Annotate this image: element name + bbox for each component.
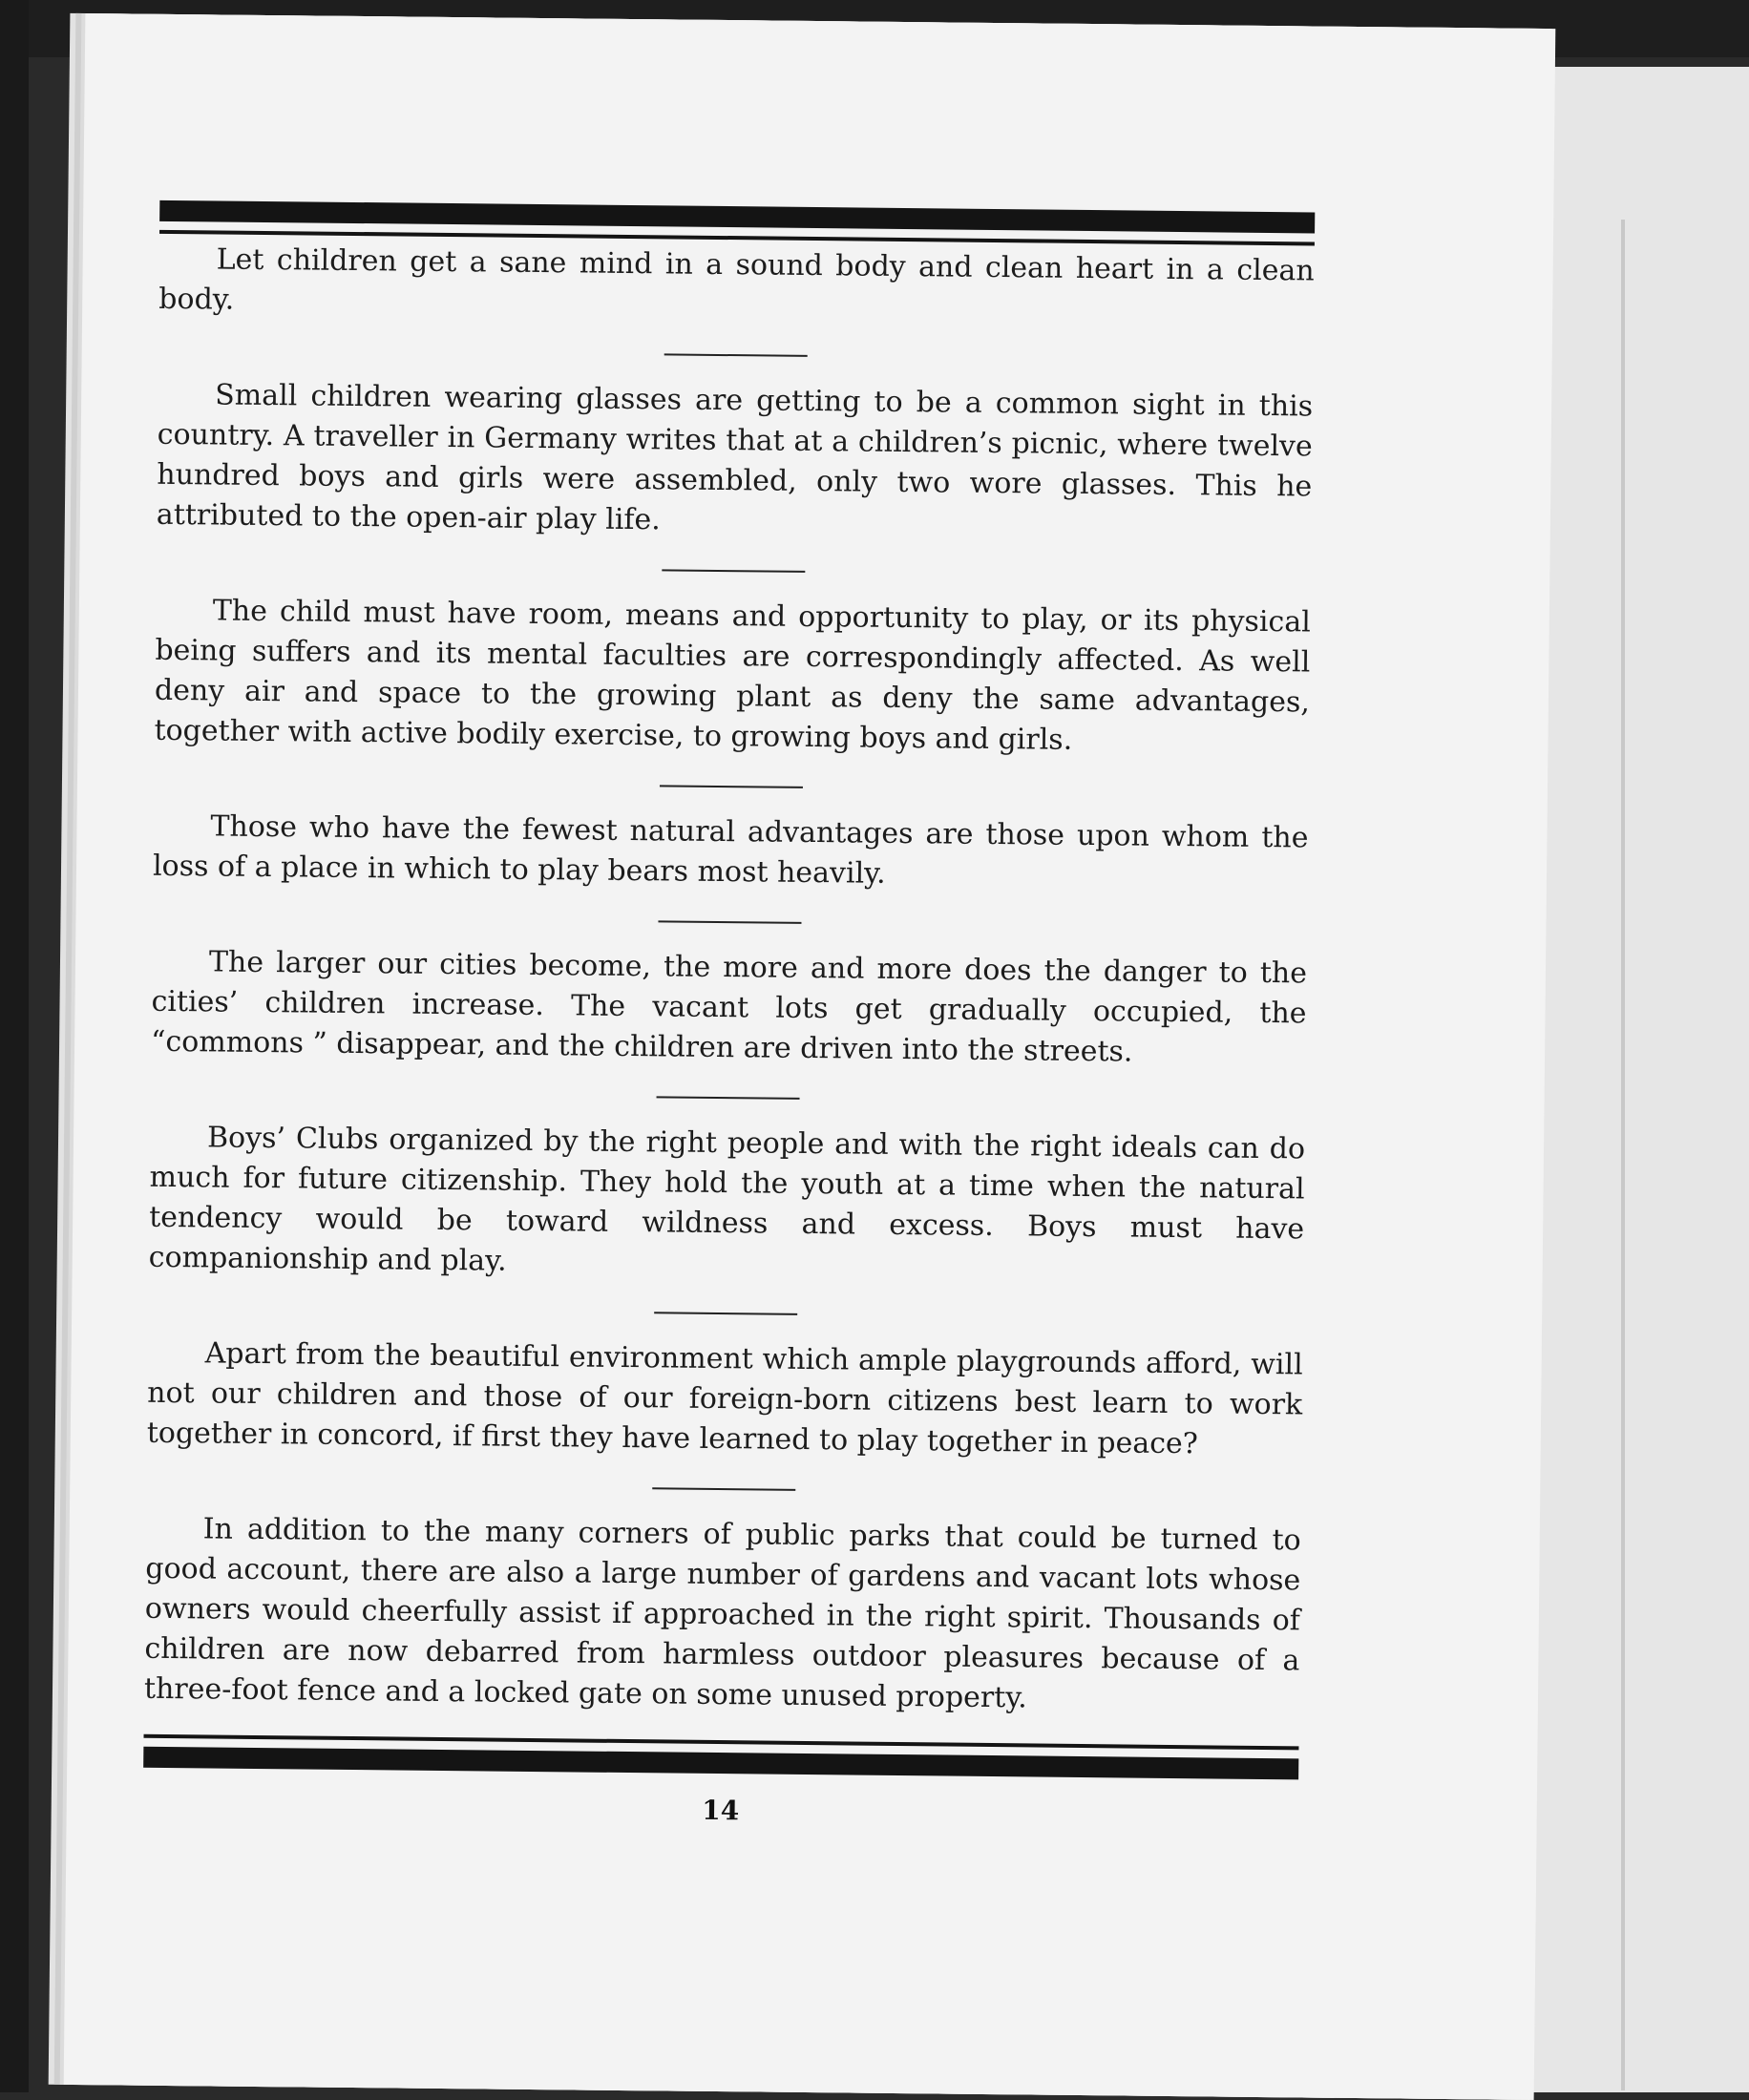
paragraph-4: Those who have the fewest natural advantages are those upon whom the loss of a place in which to play bears most heavily. [152, 809, 1309, 891]
section-divider [662, 569, 805, 573]
paragraph-1: Let children get a sane mind in a sound body and clean heart in a clean body. [158, 242, 1315, 317]
book-page [64, 13, 1556, 2100]
section-divider [657, 1096, 800, 1100]
paragraph-8: In addition to the many corners of public parks that could be turned to good account, there are also a large number of gardens and vacant lots whose owners would cheerfully assist if approached in the right spirit. Thousands of children are now debarred from harmless outdoor pleasures because of a three-foot fence and a locked gate on some unused property. [143, 1512, 1301, 1715]
page-text-block [141, 200, 1353, 1988]
facing-page-edge [1621, 220, 1625, 2090]
paragraph-6: Boys’ Clubs organized by the right people and with the right ideals can do much for future citizenship. They hold the youth at a time when the natural tendency would be toward wildness and excess. Boys must have companionship and play. [148, 1121, 1306, 1278]
footer-rule-thick [143, 1747, 1298, 1780]
section-divider [664, 353, 808, 357]
page-number: 14 [702, 1794, 740, 1827]
section-divider [660, 785, 803, 788]
section-divider [658, 920, 801, 924]
section-divider [652, 1487, 795, 1491]
paragraph-2: Small children wearing glasses are getting to be a common sight in this country. A traveller in Germany writes that at a children’s picnic, where twelve hundred boys and girls were assembled, only two wore glasses. This he attributed to the open-air play life. [156, 378, 1314, 537]
footer-rules [143, 1734, 1337, 1780]
page-content [144, 240, 1315, 1722]
paragraph-5: The larger our cities become, the more and more does the danger to the cities’ children increase. The vacant lots get gradually occupied, the “commons ” disappear, and the children are driven into the streets. [150, 945, 1308, 1069]
facing-page [1528, 67, 1749, 2092]
paragraph-7: Apart from the beautiful environment which ample playgrounds afford, will not our children and those of our foreign-born citizens best learn to work together in concord, if first they have learned to play together in peace? [146, 1336, 1303, 1461]
paragraph-3: The child must have room, means and opportunity to play, or its physical being suffers and its mental faculties are correspondingly affected. As well deny air and space to the growing plant as deny the same advantages, together with active bodily exercise, to growing boys and girls. [154, 594, 1311, 757]
section-divider [654, 1312, 797, 1315]
scan-backdrop-left [0, 0, 29, 2092]
header-rule-thick [159, 200, 1315, 234]
